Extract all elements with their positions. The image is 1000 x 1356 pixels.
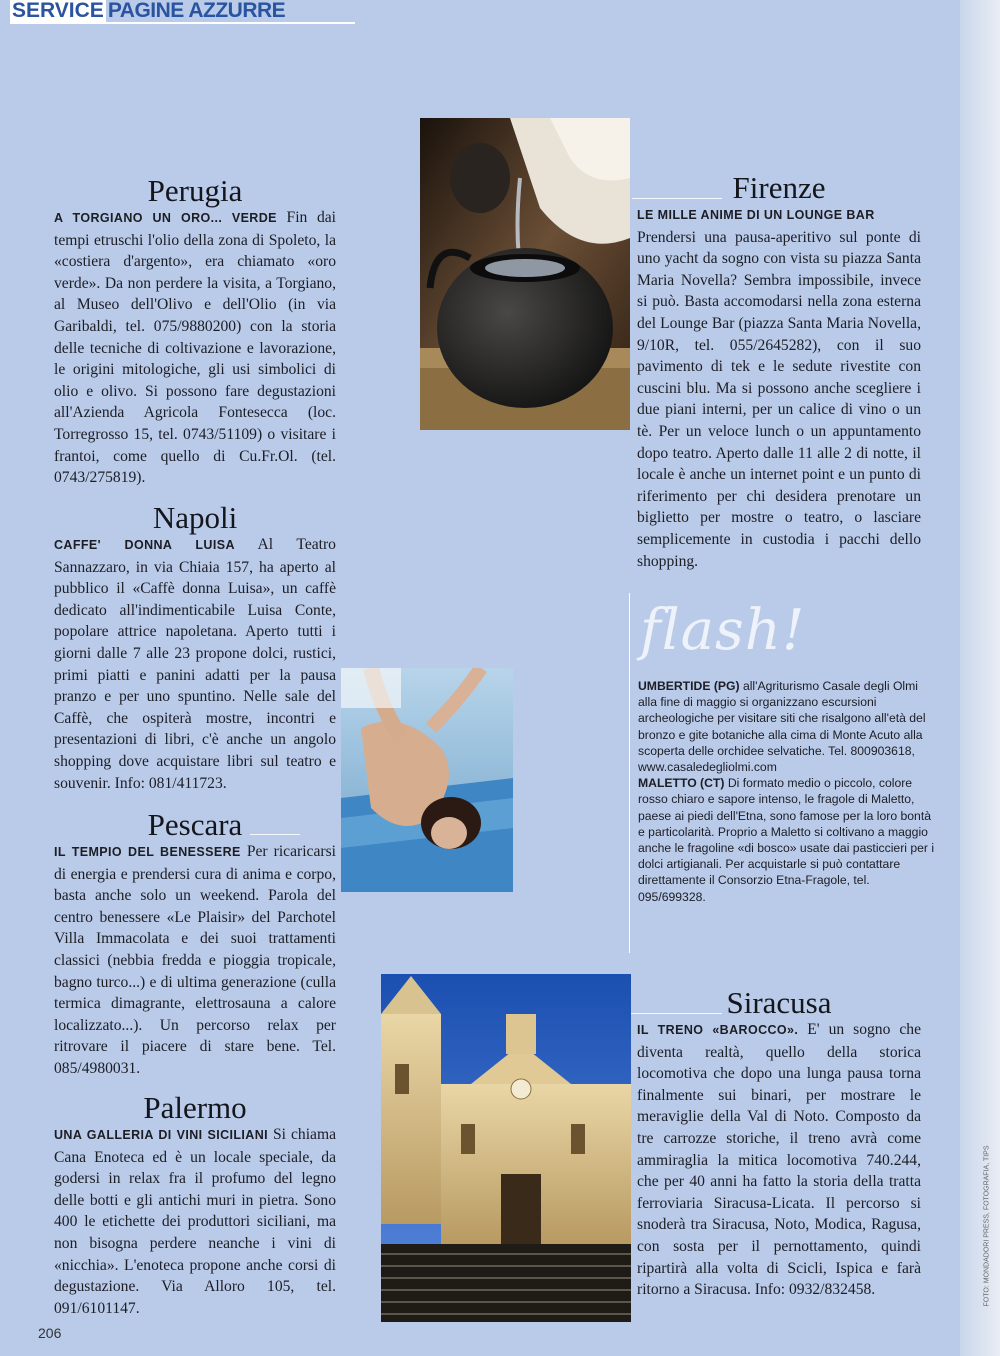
article-kicker: A TORGIANO UN ORO... VERDE bbox=[54, 211, 277, 225]
article-body bbox=[54, 534, 336, 794]
heading-rule bbox=[250, 834, 300, 835]
photo-credit bbox=[980, 1060, 992, 1310]
city-heading: Pescara bbox=[147, 807, 243, 842]
article-kicker: CAFFE' DONNA LUISA bbox=[54, 538, 235, 552]
article-kicker: IL TEMPIO DEL BENESSERE bbox=[54, 845, 241, 859]
header-rule bbox=[10, 22, 355, 24]
flash-kicker: UMBERTIDE (PG) bbox=[638, 679, 740, 693]
article-text: Fin dai tempi etruschi l'olio della zona di Spoleto, la «costiera d'argento», era chiamato «oro verde». Da non perdere la visita, a Torgiano, al Museo dell'Olivo e dell'Olio (in via Garibaldi, tel. 075/9880200) con la storia delle tecniche di coltivazione e lavorazione, le origini mitologiche, gli usi simbolici di olio e olivo. Si possono fare degustazioni all'Azienda Agricola Fontesecca (loc. Torregrosso 15, tel. 0743/51109) o visitare i frantoi, come quello di Cu.Fr.Ol. (tel. 0743/275819). bbox=[54, 209, 337, 487]
teapot-photo bbox=[420, 118, 630, 430]
flash-box bbox=[638, 678, 938, 905]
city-heading: Firenze bbox=[732, 170, 826, 205]
church-photo bbox=[381, 974, 631, 1322]
flash-item bbox=[638, 775, 938, 905]
article-firenze bbox=[637, 172, 921, 572]
flash-kicker: MALETTO (CT) bbox=[638, 776, 725, 791]
article-siracusa bbox=[637, 987, 921, 1301]
article-body bbox=[637, 1019, 921, 1301]
article-pescara bbox=[54, 809, 336, 1080]
article-body bbox=[637, 204, 921, 572]
flash-text: all'Agriturismo Casale degli Olmi alla fine di maggio si organizzano escursioni archeologiche per visitare siti che risalgono all'età del bronzo e gite botaniche alla cima di Monte Acuto alla scoperta delle orchidee selvatiche. Tel. 800903618, www.casaledegliolmi.com bbox=[638, 679, 926, 775]
city-heading: Palermo bbox=[143, 1090, 247, 1125]
flash-rule bbox=[629, 593, 630, 953]
photo-credit-text: FOTO: MONDADORI PRESS, FOTOGRAFIA, TIPS bbox=[983, 1145, 991, 1307]
article-perugia bbox=[54, 175, 336, 489]
flash-item bbox=[638, 678, 938, 775]
article-napoli bbox=[54, 502, 336, 794]
article-kicker: LE MILLE ANIME DI UN LOUNGE BAR bbox=[637, 208, 875, 222]
article-text: Prendersi una pausa-aperitivo sul ponte di uno yacht da sogno con vista su piazza Santa Maria Novella? Sembra impossibile, invece si può. Basta accomodarsi nella zona esterna del Lounge Bar (piazza Santa Maria Novella, 9/10R, tel. 055/2645282), con il suo pavimento di tek e le sedute rivestite con cuscini blu. Ma si possono anche scegliere i due piani interni, per un calice di vino o un tè. Per un veloce lunch o un appuntamento dopo teatro. Aperto dalle 11 alle 2 di notte, il locale è anche un internet point e un punto di riferimento per chi desidera prenotare un biglietto per mostre o teatro, o lasciare semplicemente in custodia i pacchi dello shopping. bbox=[637, 228, 921, 570]
service-label: SERVICE bbox=[12, 0, 104, 22]
massage-photo bbox=[341, 668, 513, 892]
article-palermo bbox=[54, 1092, 336, 1319]
article-text: E' un sogno che diventa realtà, quello della storica locomotiva che dopo una lunga pausa torna finalmente sui binari, per mostrare le meraviglie della Val di Noto. Composto da tre carrozze storiche, il treno avrà come ammiraglia la mitica locomotiva 740.244, che per 40 anni ha fatto la storia della tratta ferroviaria Siracusa-Licata. Il percorso si snoderà tra Siracusa, Noto, Modica, Ragusa, con sosta per il pernottamento, quindi ripartirà alla volta di Scicli, Ispica e farà ritorno a Siracusa. Info: 0932/832458. bbox=[637, 1021, 922, 1299]
article-body bbox=[54, 207, 336, 489]
flash-text: Di formato medio o piccolo, colore rosso chiaro e sapore intenso, le fragole di Maletto, paese ai piedi dell'Etna, sono famose per la loro bontà e particolarità. Proprio a Maletto si coltivano a maggio anche le fragoline «di bosco» usate dai pasticcieri per i dolci artigianali. Per acquistarle si può contattare direttamente il Consorzio Etna-Fragole, tel. 095/699328. bbox=[638, 776, 935, 904]
article-body bbox=[54, 841, 336, 1080]
city-heading: Napoli bbox=[152, 500, 238, 535]
section-header bbox=[10, 0, 285, 24]
page-number: 206 bbox=[38, 1325, 62, 1341]
article-text: Al Teatro Sannazzaro, in via Chiaia 157, ha aperto al pubblico il «Caffè donna Luisa», un caffè dedicato all'indimenticabile Luisa Conte, popolare attrice napoletana. Aperto tutti i giorni dalle 7 alle 23 propone dolci, rustici, primi piatti e panini adatti per la pausa pranzo e per uno spuntino. Nelle sale del Caffè, che ospiterà mostre, incontri e presentazioni di libri, c'è anche un angolo shopping dove acquistare libri sul teatro e souvenir. Info: 081/411723. bbox=[54, 536, 336, 792]
section-title: PAGINE AZZURRE bbox=[107, 0, 286, 22]
article-kicker: UNA GALLERIA DI VINI SICILIANI bbox=[54, 1128, 269, 1142]
flash-title: flash! bbox=[640, 598, 806, 663]
article-text: Si chiama Cana Enoteca ed è un locale speciale, da godersi in relax fra il profumo del legno delle botti e gli antichi muri in pietra. Sono 400 le etichette dei produttori siciliani, ma non bisogna perdere neanche i vini di «nicchia». L'enoteca propone anche corsi di degustazione. Via Alloro 105, tel. 091/6101147. bbox=[54, 1126, 337, 1317]
article-text: Per ricaricarsi di energia e prendersi cura di anima e corpo, basta anche solo un weekend. Parola del centro benessere «Le Plaisir» del Parchotel Villa Immacolata e dei suoi trattamenti classici (nebbia fredda e pioggia tropicale, bagno turco...) e di ultima generazione (culla termica dimagrante, elettrosauna a calore localizzato...). Un percorso relax per ritrovare il piacere di stare bene. Tel. 085/4980031. bbox=[54, 843, 336, 1077]
article-body bbox=[54, 1124, 336, 1319]
article-kicker: IL TRENO «BAROCCO». bbox=[637, 1023, 799, 1037]
heading-rule bbox=[632, 198, 722, 199]
city-heading: Perugia bbox=[147, 173, 243, 208]
city-heading: Siracusa bbox=[726, 985, 832, 1020]
